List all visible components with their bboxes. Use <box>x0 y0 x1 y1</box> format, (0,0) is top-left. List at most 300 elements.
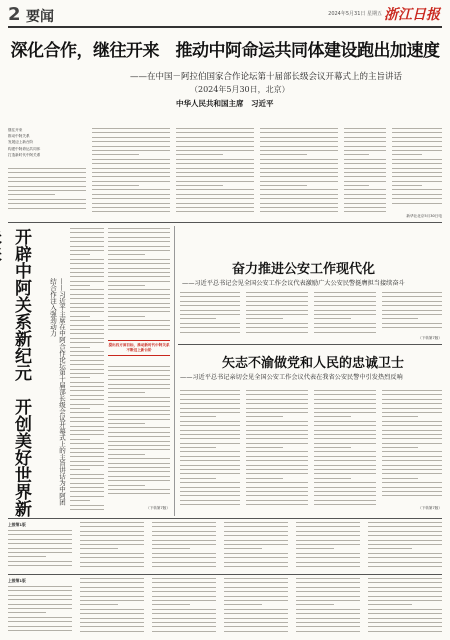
body-text-line <box>70 355 104 356</box>
body-text-line <box>314 504 376 505</box>
body-text-line <box>368 613 442 614</box>
body-text-line <box>8 621 72 622</box>
section-divider <box>8 574 442 575</box>
body-text-line <box>344 176 386 177</box>
highlight-item: 继往开来 <box>8 128 23 132</box>
body-text-line <box>260 132 338 133</box>
body-text-line <box>152 631 216 632</box>
body-text-line <box>224 626 288 627</box>
body-text-line <box>80 531 144 532</box>
highlight-item: 构建中阿命运共同体 <box>8 146 41 151</box>
body-text-line <box>152 522 216 523</box>
body-text-line <box>70 268 104 269</box>
body-text-line <box>246 403 308 404</box>
body-text-line <box>392 137 442 138</box>
body-text-line <box>382 318 418 319</box>
body-text-line <box>8 608 72 609</box>
body-text-line <box>92 189 170 190</box>
body-text-line <box>152 618 216 619</box>
body-text-line <box>382 487 442 488</box>
body-text-line <box>70 386 104 387</box>
body-text-line <box>70 272 104 273</box>
body-text-line <box>314 495 376 496</box>
body-text-line <box>296 544 360 545</box>
body-text-line <box>296 587 360 588</box>
body-text-line <box>296 600 360 601</box>
body-text-line <box>152 600 216 601</box>
body-text-line <box>246 399 308 400</box>
lead-body-column <box>92 128 170 216</box>
body-text-line <box>368 535 442 536</box>
body-text-line <box>176 185 223 186</box>
body-text-line <box>246 495 308 496</box>
body-text-line <box>382 314 442 315</box>
body-text-line <box>70 364 104 365</box>
body-text-line <box>180 451 240 452</box>
body-text-line <box>108 445 170 446</box>
body-text-line <box>176 137 254 138</box>
body-text-line <box>80 553 144 554</box>
body-text-line <box>314 456 376 457</box>
body-text-line <box>108 432 170 433</box>
body-text-line <box>8 556 46 557</box>
body-text-line <box>180 412 240 413</box>
body-text-line <box>224 526 288 527</box>
body-text-line <box>108 289 170 290</box>
body-text-line <box>8 617 72 618</box>
body-text-line <box>246 412 308 413</box>
body-text-line <box>92 150 170 151</box>
body-text-line <box>92 194 170 195</box>
body-text-line <box>108 294 170 295</box>
body-text-line <box>8 552 72 553</box>
body-text-line <box>108 276 170 277</box>
body-text-line <box>344 168 386 169</box>
body-text-line <box>180 425 240 426</box>
police-story-column <box>180 292 240 336</box>
body-text-line <box>176 172 254 173</box>
body-text-line <box>392 154 422 155</box>
body-text-line <box>224 622 288 623</box>
police-story-column <box>314 292 376 336</box>
body-text-line <box>92 185 139 186</box>
body-text-line <box>296 562 360 563</box>
body-text-line <box>392 176 442 177</box>
body-text-line <box>246 318 283 319</box>
body-text-line <box>108 316 145 317</box>
lead-body-column <box>344 128 386 216</box>
body-text-line <box>296 604 334 605</box>
body-text-line <box>108 228 170 229</box>
body-text-line <box>80 596 144 597</box>
body-text-line <box>260 211 338 212</box>
body-text-line <box>70 390 104 391</box>
body-text-line <box>260 203 338 204</box>
body-text-line <box>314 473 376 474</box>
body-text-line <box>70 228 104 229</box>
body-text-line <box>224 613 288 614</box>
body-text-line <box>108 392 145 393</box>
loyalty-story-column <box>180 390 240 509</box>
body-text-line <box>108 467 170 468</box>
body-text-line <box>382 447 418 448</box>
body-text-line <box>368 582 442 583</box>
body-text-line <box>80 562 144 563</box>
body-text-line <box>70 369 104 370</box>
body-text-line <box>176 189 254 190</box>
body-text-line <box>368 522 442 523</box>
body-text-line <box>108 449 170 450</box>
body-text-line <box>152 609 216 610</box>
body-text-line <box>70 294 104 295</box>
body-text-line <box>92 132 170 133</box>
body-text-line <box>246 500 308 501</box>
body-text-line <box>314 500 376 501</box>
body-text-line <box>368 600 442 601</box>
body-text-line <box>70 465 104 466</box>
body-text-line <box>382 327 442 328</box>
lead-byline: 中华人民共和国主席 习近平 <box>176 99 274 108</box>
body-text-line <box>224 544 288 545</box>
continuation-label: 上接第1版 <box>8 578 26 583</box>
continuation-column <box>296 522 360 570</box>
body-text-line <box>70 382 104 383</box>
body-text-line <box>314 438 376 439</box>
body-text-line <box>8 539 72 540</box>
body-text-line <box>70 496 104 497</box>
body-text-line <box>80 618 144 619</box>
section-name: 要闻 <box>26 9 54 25</box>
body-text-line <box>382 292 442 293</box>
body-text-line <box>8 172 86 173</box>
body-text-line <box>246 305 308 306</box>
body-text-line <box>314 416 351 417</box>
body-text-line <box>314 487 376 488</box>
continuation-column <box>368 578 442 635</box>
body-text-line <box>152 596 216 597</box>
body-text-line <box>108 379 170 380</box>
body-text-line <box>8 595 72 596</box>
body-text-line <box>70 347 90 348</box>
body-text-line <box>392 189 442 190</box>
body-text-line <box>392 128 442 129</box>
body-text-line <box>180 292 240 293</box>
body-text-line <box>152 540 216 541</box>
body-text-line <box>368 531 442 532</box>
loyalty-story-end-note: （下转第7版） <box>418 506 442 510</box>
body-text-line <box>344 211 386 212</box>
body-text-line <box>224 557 288 558</box>
body-text-line <box>8 561 72 562</box>
body-text-line <box>108 329 170 330</box>
commentary-end-note: （下转第7版） <box>146 506 170 510</box>
body-text-line <box>246 469 308 470</box>
body-text-line <box>382 323 442 324</box>
body-text-line <box>260 181 338 182</box>
body-text-line <box>392 198 442 199</box>
body-text-line <box>314 447 351 448</box>
body-text-line <box>180 487 240 488</box>
highlight-item: 发展迈上新台阶 <box>8 140 34 145</box>
body-text-line <box>180 460 240 461</box>
body-text-line <box>108 476 170 477</box>
body-text-line <box>180 296 240 297</box>
highlight-item: 打造新时代中阿关系 <box>8 152 41 157</box>
body-text-line <box>108 419 170 420</box>
body-text-line <box>70 395 104 396</box>
body-text-line <box>246 456 308 457</box>
body-text-line <box>108 370 170 371</box>
body-text-line <box>180 447 216 448</box>
body-text-line <box>108 307 170 308</box>
body-text-line <box>152 557 216 558</box>
body-text-line <box>108 259 170 260</box>
continuation-column <box>296 578 360 635</box>
body-text-line <box>108 325 170 326</box>
body-text-line <box>382 301 442 302</box>
body-text-line <box>344 163 386 164</box>
body-text-line <box>368 557 442 558</box>
body-text-line <box>8 199 86 200</box>
body-text-line <box>246 451 308 452</box>
body-text-line <box>314 332 376 333</box>
lead-body-column <box>176 128 254 216</box>
body-text-line <box>70 483 104 484</box>
body-text-line <box>176 159 254 160</box>
continuation-column <box>80 522 144 570</box>
body-text-line <box>382 390 442 391</box>
body-text-line <box>108 427 170 428</box>
body-text-line <box>108 441 170 442</box>
body-text-line <box>108 436 170 437</box>
body-text-line <box>180 473 240 474</box>
body-text-line <box>108 397 170 398</box>
body-text-line <box>260 198 338 199</box>
highlight-item: 推动中阿关系 <box>8 134 30 139</box>
body-text-line <box>80 626 144 627</box>
body-text-line <box>176 194 254 195</box>
continuation-column <box>224 578 288 635</box>
body-text-line <box>314 482 376 483</box>
body-text-line <box>296 526 360 527</box>
body-text-line <box>260 128 338 129</box>
body-text-line <box>180 399 240 400</box>
body-text-line <box>296 548 334 549</box>
body-text-line <box>92 146 170 147</box>
body-text-line <box>344 198 386 199</box>
body-text-line <box>314 314 376 315</box>
body-text-line <box>108 375 170 376</box>
body-text-line <box>260 154 307 155</box>
body-text-line <box>392 146 442 147</box>
body-text-line <box>246 327 308 328</box>
body-text-line <box>392 163 442 164</box>
body-text-line <box>108 454 145 455</box>
body-text-line <box>368 604 412 605</box>
body-text-line <box>246 425 308 426</box>
continuation-label: 上接第1版 <box>8 522 26 527</box>
continuation-column <box>224 522 288 570</box>
body-text-line <box>70 377 90 378</box>
body-text-line <box>8 194 55 195</box>
body-text-line <box>70 412 104 413</box>
body-text-line <box>314 292 376 293</box>
body-text-line <box>92 172 170 173</box>
body-text-line <box>80 631 144 632</box>
body-text-line <box>314 296 376 297</box>
body-text-line <box>70 421 104 422</box>
body-text-line <box>8 565 72 566</box>
body-text-line <box>108 471 170 472</box>
body-text-line <box>382 460 442 461</box>
body-text-line <box>70 281 104 282</box>
newspaper-logo: 浙江日报 <box>384 7 440 23</box>
body-text-line <box>152 604 190 605</box>
body-text-line <box>224 600 288 601</box>
body-text-line <box>108 485 145 486</box>
body-text-line <box>314 390 376 391</box>
body-text-line <box>70 329 104 330</box>
body-text-line <box>152 562 216 563</box>
body-text-line <box>70 325 104 326</box>
body-text-line <box>180 495 240 496</box>
body-text-line <box>80 535 144 536</box>
body-text-line <box>108 250 170 251</box>
body-text-line <box>108 320 170 321</box>
body-text-line <box>176 181 254 182</box>
body-text-line <box>108 254 145 255</box>
body-text-line <box>108 311 170 312</box>
body-text-line <box>392 194 442 195</box>
body-text-line <box>246 416 283 417</box>
body-text-line <box>224 578 288 579</box>
body-text-line <box>92 154 139 155</box>
body-text-line <box>224 582 288 583</box>
body-text-line <box>180 314 240 315</box>
body-text-line <box>108 366 170 367</box>
body-text-line <box>246 301 308 302</box>
body-text-line <box>296 531 360 532</box>
body-text-line <box>8 590 72 591</box>
body-text-line <box>108 406 170 407</box>
body-text-line <box>224 535 288 536</box>
body-text-line <box>314 451 376 452</box>
body-text-line <box>152 626 216 627</box>
loyalty-story-subtitle: ——习近平总书记亲切会见全国公安工作会议代表在我省公安民警中引发热烈反响 <box>180 374 403 381</box>
body-text-line <box>176 141 254 142</box>
body-text-line <box>70 298 104 299</box>
body-text-line <box>314 394 376 395</box>
body-text-line <box>382 478 418 479</box>
body-text-line <box>80 544 144 545</box>
body-text-line <box>382 416 418 417</box>
body-text-line <box>260 163 338 164</box>
body-text-line <box>314 301 376 302</box>
pull-quote-box: 提出四方面目标，推动新时代中阿关系不断迈上新台阶 <box>108 340 170 356</box>
body-text-line <box>180 443 240 444</box>
body-text-line <box>382 310 442 311</box>
body-text-line <box>70 417 104 418</box>
body-text-line <box>70 434 104 435</box>
body-text-line <box>260 137 338 138</box>
body-text-line <box>108 272 170 273</box>
body-text-line <box>108 246 170 247</box>
body-text-line <box>70 342 104 343</box>
body-text-line <box>70 461 104 462</box>
body-text-line <box>392 150 442 151</box>
body-text-line <box>108 232 170 233</box>
body-text-line <box>70 316 90 317</box>
body-text-line <box>382 408 442 409</box>
body-text-line <box>392 172 442 173</box>
body-text-line <box>108 480 170 481</box>
body-text-line <box>80 557 144 558</box>
publication-date: 2024年5月31日 星期五 <box>328 11 382 17</box>
lead-body-column <box>8 168 86 212</box>
body-text-line <box>246 465 308 466</box>
body-text-line <box>70 307 104 308</box>
commentary-headline: 开辟中阿关系新纪元 开创美好世界新 <box>11 228 31 517</box>
body-text-line <box>296 566 360 567</box>
body-text-line <box>180 434 240 435</box>
body-text-line <box>246 504 308 505</box>
body-text-line <box>180 438 240 439</box>
body-text-line <box>80 604 118 605</box>
body-text-line <box>344 141 386 142</box>
body-text-line <box>246 478 283 479</box>
body-text-line <box>8 612 46 613</box>
lead-dateline: （2024年5月30日，北京） <box>190 85 290 94</box>
body-text-line <box>344 132 386 133</box>
body-text-line <box>70 285 90 286</box>
body-text-line <box>70 254 90 255</box>
body-text-line <box>70 478 104 479</box>
body-text-line <box>382 491 442 492</box>
body-text-line <box>382 495 442 496</box>
body-text-line <box>382 443 442 444</box>
section-divider <box>8 222 442 223</box>
body-text-line <box>382 469 442 470</box>
body-text-line <box>180 318 216 319</box>
body-text-line <box>176 154 223 155</box>
body-text-line <box>92 207 170 208</box>
police-story-headline: 奋力推进公安工作现代化 <box>232 262 376 277</box>
body-text-line <box>314 434 376 435</box>
body-text-line <box>8 190 86 191</box>
body-text-line <box>246 390 308 391</box>
body-text-line <box>180 416 216 417</box>
body-text-line <box>92 137 170 138</box>
continuation-column <box>152 522 216 570</box>
body-text-line <box>224 587 288 588</box>
continuation-column <box>152 578 216 635</box>
continuation-column <box>80 578 144 635</box>
body-text-line <box>314 327 376 328</box>
body-text-line <box>180 491 240 492</box>
body-text-line <box>296 553 360 554</box>
body-text-line <box>260 189 338 190</box>
page-number: 2 <box>8 4 21 25</box>
body-text-line <box>180 327 240 328</box>
body-text-line <box>368 548 412 549</box>
body-text-line <box>108 303 170 304</box>
body-text-line <box>344 203 386 204</box>
body-text-line <box>344 137 386 138</box>
body-text-line <box>70 500 90 501</box>
body-text-line <box>80 582 144 583</box>
body-text-line <box>368 562 442 563</box>
body-text-line <box>260 172 338 173</box>
